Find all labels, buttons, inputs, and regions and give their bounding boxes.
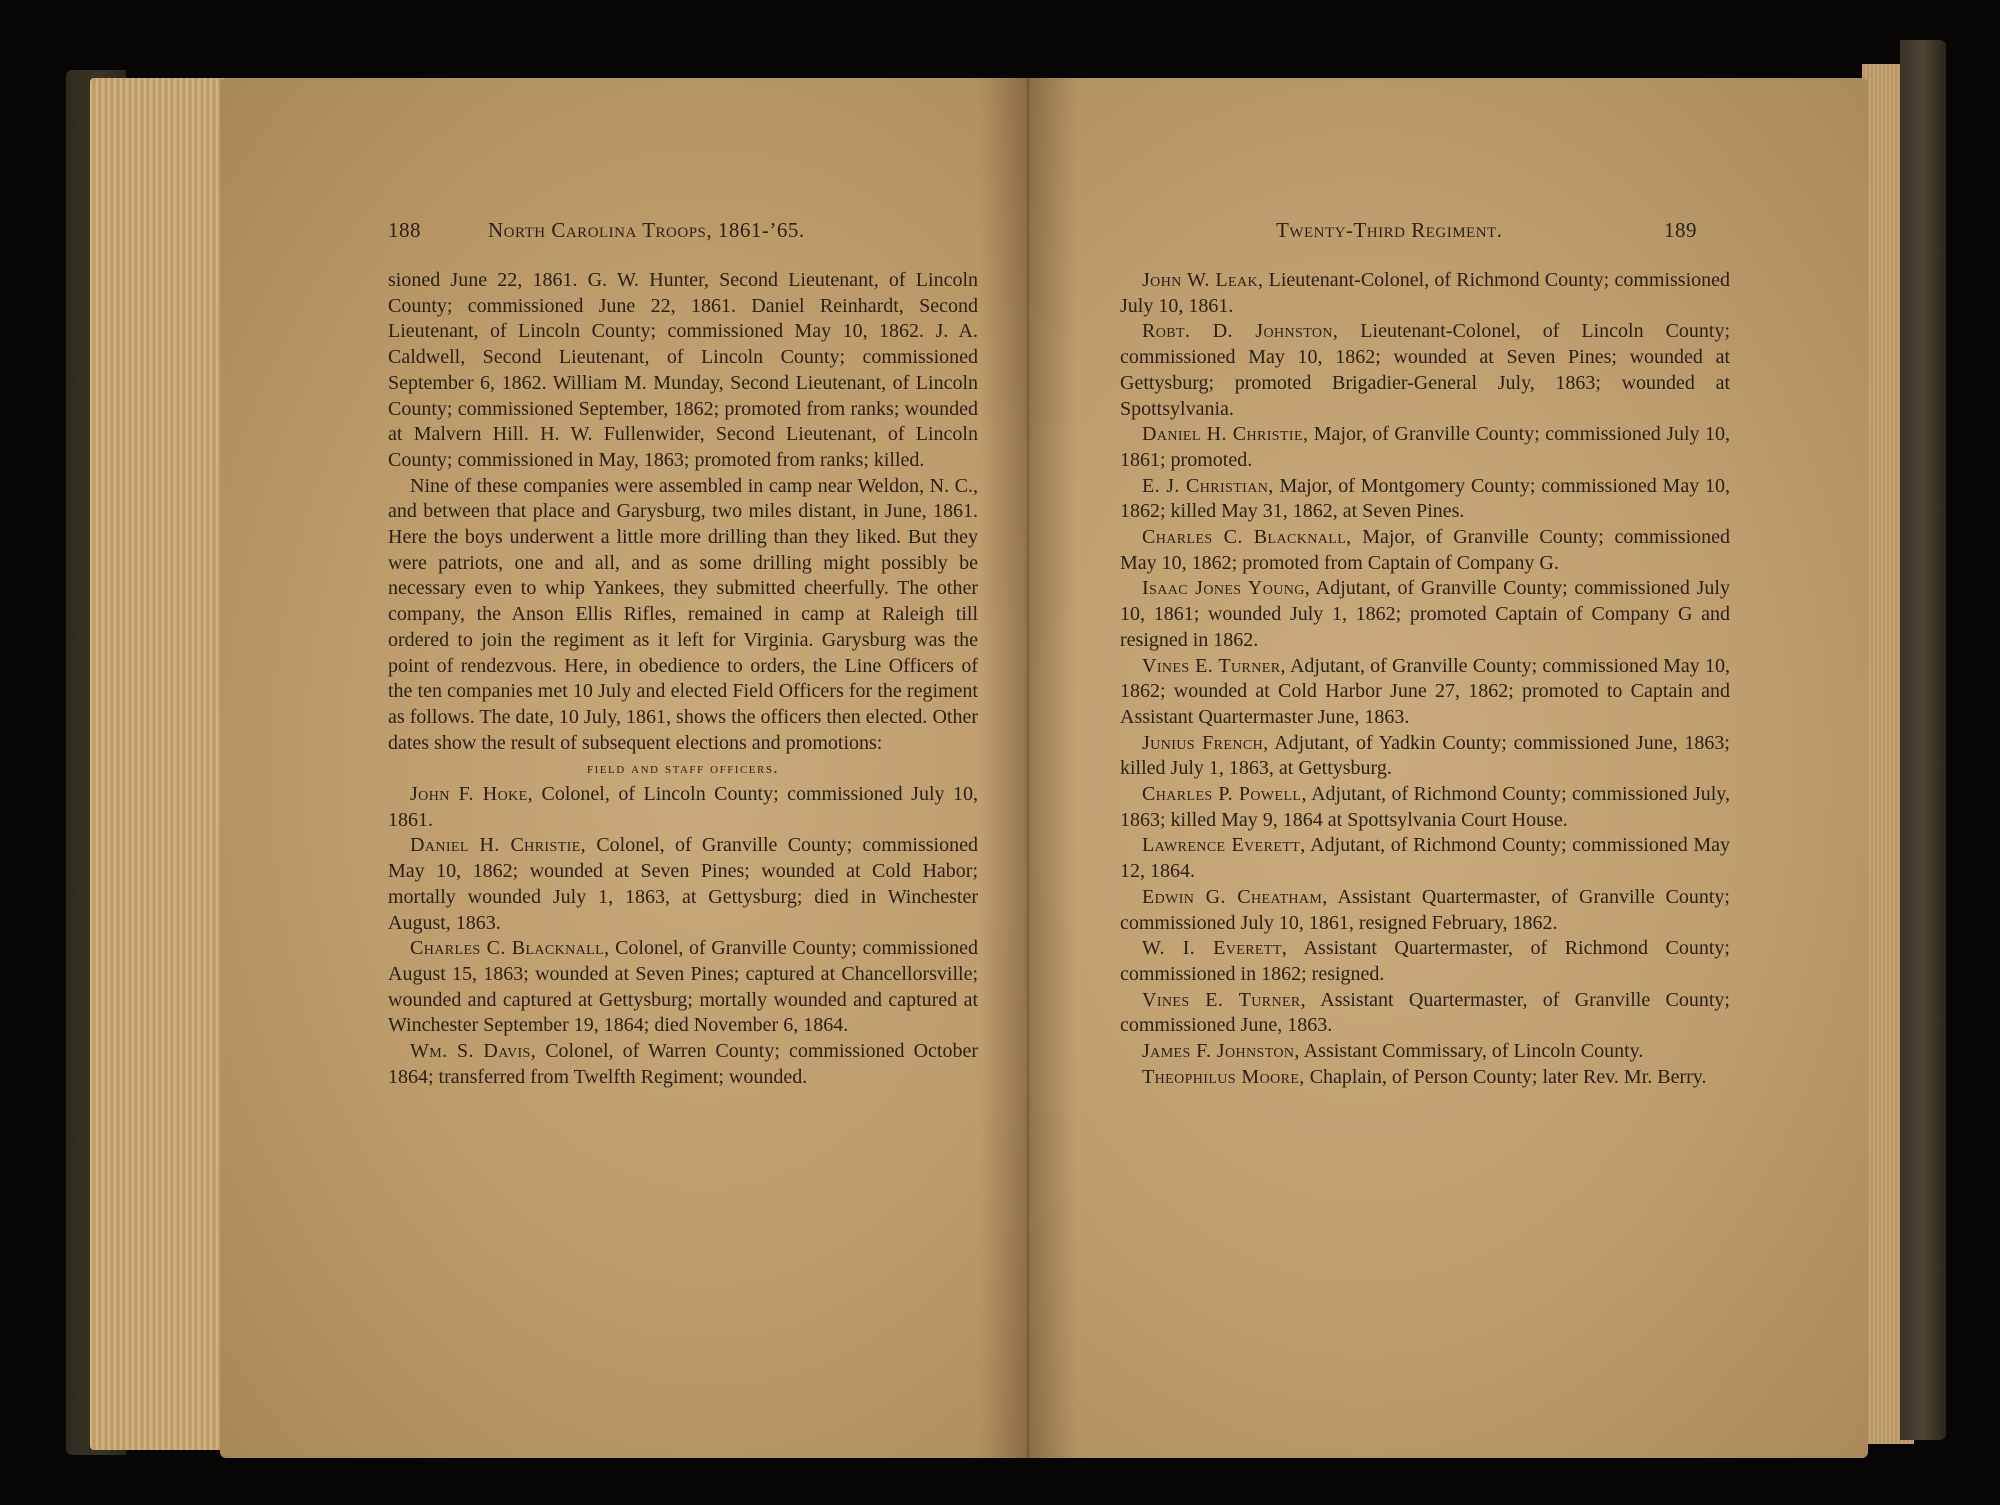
officer-details: Assistant Quartermaster, of Granville County; commissioned June, 1863. [1120, 988, 1730, 1037]
officer-name: Charles C. Blacknall, [1142, 526, 1352, 549]
officer-name: Vines E. Turner, [1142, 988, 1307, 1011]
officer-entry [1120, 525, 1730, 576]
officer-entry [1120, 422, 1730, 473]
page-number-left: 188 [388, 218, 421, 242]
right-page-body [1120, 268, 1730, 1091]
officer-name: Lawrence Everett, [1142, 834, 1306, 857]
officer-entry [1120, 474, 1730, 525]
officer-entry [388, 936, 978, 1039]
officer-details: Colonel, of Warren County; commissioned October 1864; transferred from Twelfth Regiment; wounded. [388, 1040, 978, 1088]
officer-entry [1120, 319, 1730, 422]
officer-name: E. J. Christian, [1142, 474, 1274, 497]
officer-details: Major, of Montgomery County; commissioned May 10, 1862; killed May 31, 1862, at Seven Pines. [1120, 474, 1730, 523]
officer-entry [388, 833, 978, 936]
running-title-left: North Carolina Troops, 1861-’65. [488, 218, 805, 242]
narrative-paragraph: Nine of these companies were assembled in camp near Weldon, N. C., and between that place and Garysburg, two miles distant, in June, 1861. Here the boys underwent a little more drilling than they liked. But they were patriots, one and all, and as some drilling might possibly be necessary even to whip Yankees, they submitted cheerfully. The other company, the Anson Ellis Rifles, remained in camp at Raleigh till ordered to join the regiment as it left for Virginia. Garysburg was the point of rendezvous. Here, in obedience to orders, the Line Officers of the ten companies met 10 July and elected Field Officers for the regiment as follows. The date, 10 July, 1861, shows the officers then elected. Other dates show the result of subsequent elections and promotions: [388, 474, 978, 754]
officer-name: Vines E. Turner, [1142, 654, 1286, 677]
officer-details: Colonel, of Granville County; commissioned May 10, 1862; wounded at Seven Pines; wounded at Cold Habor; mortally wounded July 1, 1863, at Gettysburg; died in Winchester August, 1863. [388, 834, 978, 934]
officer-entry [1120, 576, 1730, 653]
officer-name: James F. Johnston, [1142, 1040, 1300, 1063]
officer-details: Adjutant, of Granville County; commissioned May 10, 1862; wounded at Cold Harbor June 27, 1862; promoted to Captain and Assistant Quartermaster June, 1863. [1120, 654, 1730, 728]
officer-details: Colonel, of Lincoln County; commissioned July 10, 1861. [388, 783, 978, 831]
officer-details: Major, of Granville County; commissioned May 10, 1862; promoted from Captain of Company G. [1120, 526, 1731, 574]
right-page [1028, 78, 1868, 1458]
officer-entry [1120, 988, 1730, 1039]
left-page-body [388, 268, 978, 1091]
officer-details: Adjutant, of Richmond County; commissioned May 12, 1864. [1120, 834, 1730, 883]
officer-details: Lieutenant-Colonel, of Richmond County; commissioned July 10, 1861. [1120, 269, 1731, 317]
officer-entry [1120, 654, 1730, 731]
right-page-header [1028, 218, 1868, 258]
officer-details: Major, of Granville County; commissioned July 10, 1861; promoted. [1120, 423, 1730, 471]
officer-name: Isaac Jones Young, [1142, 577, 1311, 600]
book-gutter [980, 78, 1076, 1458]
officer-name: Wm. S. Davis, [410, 1040, 537, 1063]
officer-details: Chaplain, of Person County; later Rev. Mr. Berry. [1304, 1065, 1707, 1088]
officer-entry [1120, 782, 1730, 833]
officer-entry [1120, 268, 1730, 319]
officer-name: Daniel H. Christie, [410, 834, 587, 857]
officer-name: John F. Hoke, [410, 783, 534, 806]
officer-name: Edwin G. Cheatham, [1142, 885, 1328, 908]
officer-name: Daniel H. Christie, [1142, 423, 1309, 446]
officer-entry [1120, 833, 1730, 884]
officer-entry [388, 1039, 978, 1090]
officer-details: Lieutenant-Colonel, of Lincoln County; commissioned May 10, 1862; wounded at Seven Pines; wounded at Gettysburg; promoted Brigadier-General July, 1863; wounded at Spottsylvania. [1120, 320, 1730, 420]
officer-details: Adjutant, of Yadkin County; commissioned June, 1863; killed July 1, 1863, at Gettysburg. [1120, 731, 1730, 780]
section-heading: field and staff officers. [587, 760, 779, 778]
running-title-right: Twenty-Third Regiment. [1276, 218, 1503, 242]
book-cover-right [1900, 40, 1946, 1440]
officer-details: Assistant Quartermaster, of Richmond County; commissioned in 1862; resigned. [1120, 937, 1730, 985]
left-page [220, 78, 1028, 1458]
officer-entry [1120, 885, 1730, 936]
left-page-header [220, 218, 1028, 258]
officer-name: W. I. Everett, [1142, 937, 1288, 960]
officer-name: Junius French, [1142, 731, 1269, 754]
officer-details: Adjutant, of Granville County; commissioned July 10, 1861; wounded July 1, 1862; promoted Captain of Company G and resigned in 1862. [1120, 577, 1730, 651]
officer-details: Assistant Commissary, of Lincoln County. [1299, 1040, 1644, 1063]
officer-name: Charles C. Blacknall, [410, 937, 610, 960]
officer-entry [1120, 731, 1730, 782]
officer-entry [1120, 1065, 1730, 1091]
page-number-right: 189 [1664, 218, 1697, 242]
officer-details: Adjutant, of Richmond County; commissioned July, 1863; killed May 9, 1864 at Spottsylvania Court House. [1120, 783, 1731, 831]
officer-details: Colonel, of Granville County; commissioned August 15, 1863; wounded at Seven Pines; captured at Chancellorsville; wounded and captured at Gettysburg; mortally wounded and captured at Winchester September 19, 1864; died November 6, 1864. [388, 937, 978, 1037]
officer-details: Assistant Quartermaster, of Granville County; commissioned July 10, 1861, resigned February, 1862. [1120, 885, 1730, 934]
officer-entry [388, 782, 978, 833]
officer-name: Theophilus Moore, [1142, 1065, 1305, 1088]
intro-paragraph: sioned June 22, 1861. G. W. Hunter, Second Lieutenant, of Lincoln County; commissioned June 22, 1861. Daniel Reinhardt, Second Lieutenant, of Lincoln County; commissioned May 10, 1862. J. A. Caldwell, Second Lieutenant, of Lincoln County; commissioned September 6, 1862. William M. Munday, Second Lieutenant, of Lincoln County; commissioned September, 1862; promoted from ranks; wounded at Malvern Hill. H. W. Fullenwider, Second Lieutenant, of Lincoln County; commissioned in May, 1863; promoted from ranks; killed. [388, 269, 978, 471]
officer-entry [1120, 936, 1730, 987]
page-edges-left [90, 78, 230, 1450]
officer-name: Robt. D. Johnston, [1142, 320, 1339, 343]
officer-entry [1120, 1039, 1730, 1065]
officer-name: John W. Leak, [1142, 269, 1264, 291]
officer-name: Charles P. Powell, [1142, 783, 1307, 806]
